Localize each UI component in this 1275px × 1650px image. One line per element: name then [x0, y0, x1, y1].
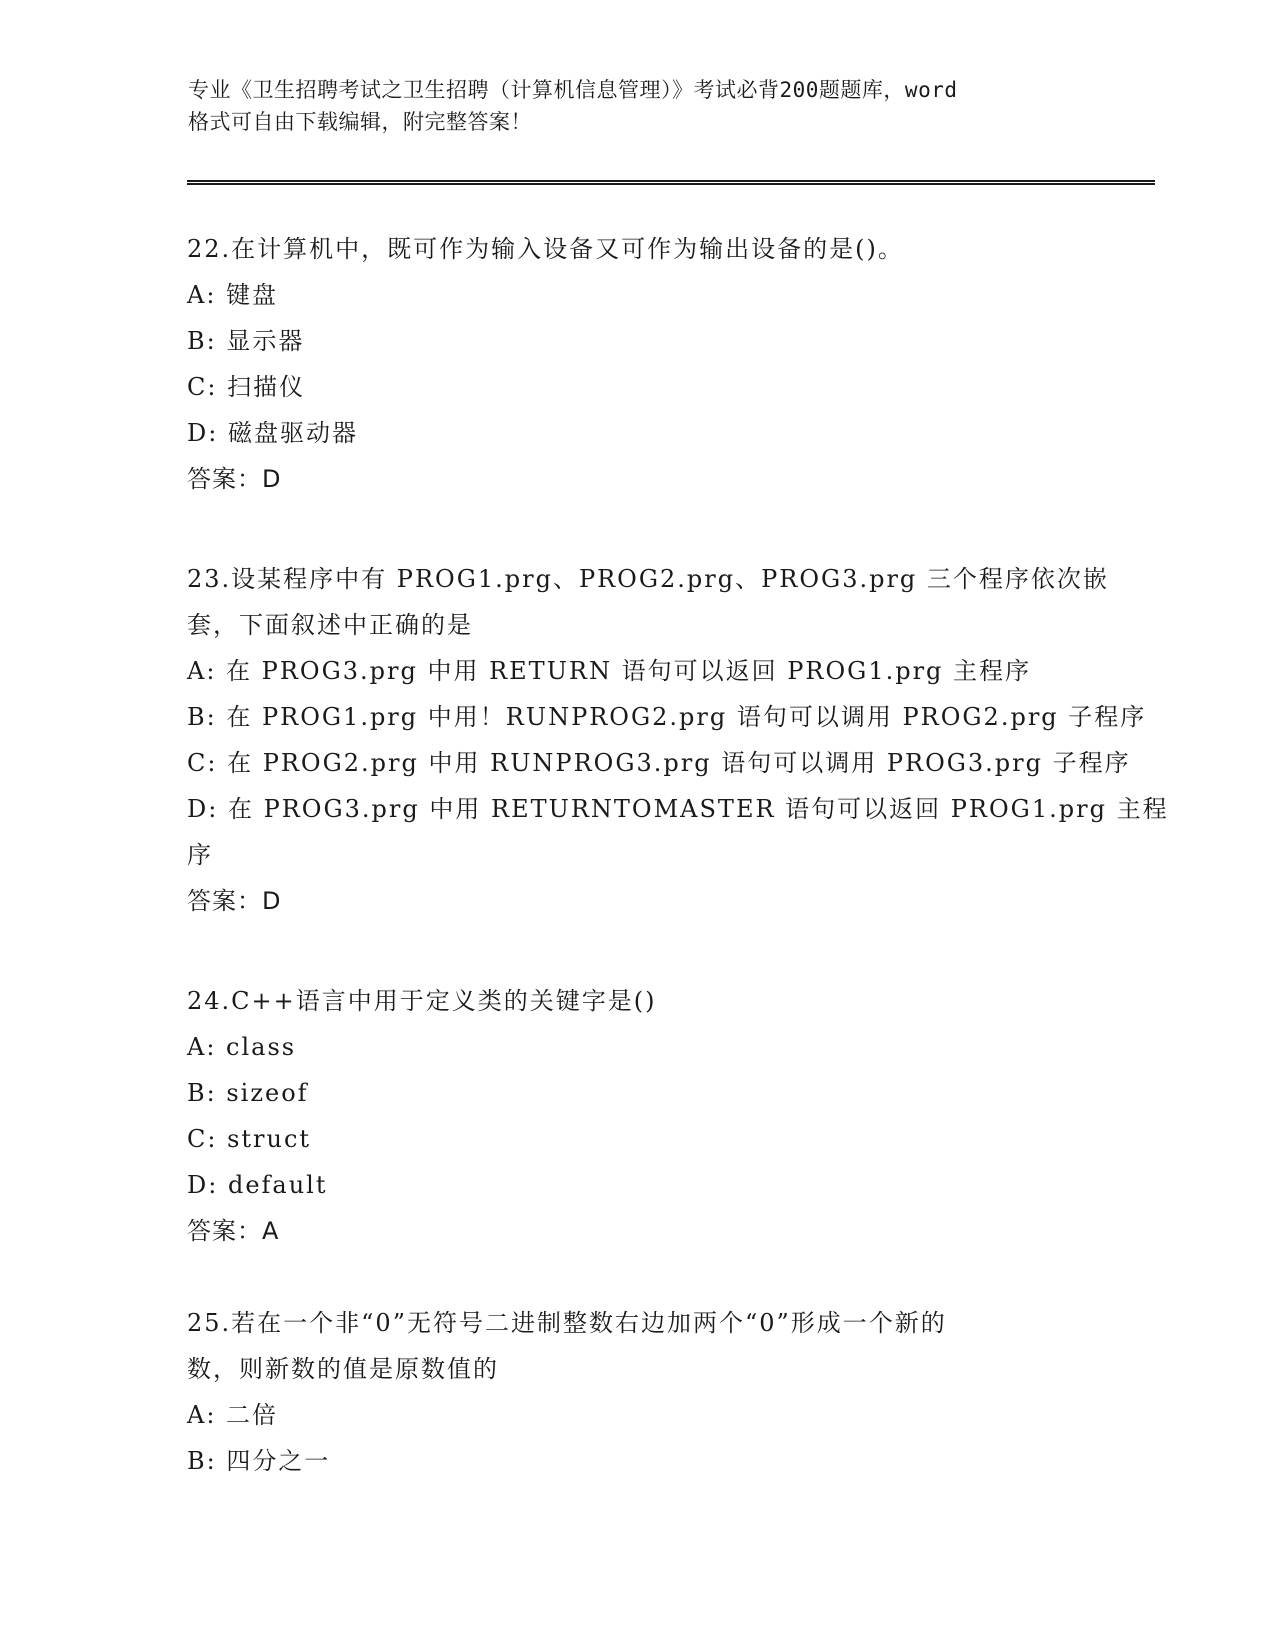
- option-c: C: 扫描仪: [187, 373, 306, 401]
- option-d: D: 磁盘驱动器: [187, 419, 358, 447]
- answer: 答案：A: [187, 1217, 280, 1245]
- header-line-1: 专业《卫生招聘考试之卫生招聘（计算机信息管理）》考试必背200题题库，word: [188, 78, 958, 102]
- question-24: [187, 978, 1087, 1254]
- option-c: C: 在 PROG2.prg 中用 RUNPROG3.prg 语句可以调用 PROG3.prg 子程序: [187, 749, 1131, 777]
- question-23: [187, 556, 1169, 924]
- question-stem-line-1: 25.若在一个非“0”无符号二进制整数右边加两个“0”形成一个新的: [187, 1309, 947, 1337]
- document-header: [188, 74, 1108, 138]
- option-c: C: struct: [187, 1125, 312, 1153]
- option-a: A: 在 PROG3.prg 中用 RETURN 语句可以返回 PROG1.prg 主程序: [187, 657, 1032, 685]
- option-b: B: 显示器: [187, 327, 305, 355]
- answer: 答案：D: [187, 887, 282, 915]
- option-b: B: sizeof: [187, 1079, 309, 1107]
- option-d-line-1: D: 在 PROG3.prg 中用 RETURNTOMASTER 语句可以返回 PROG1.prg 主程: [187, 795, 1169, 823]
- option-b: B: 在 PROG1.prg 中用！RUNPROG2.prg 语句可以调用 PROG2.prg 子程序: [187, 703, 1147, 731]
- question-stem-line-2: 数，则新数的值是原数值的: [187, 1355, 499, 1383]
- option-a: A: 二倍: [187, 1401, 279, 1429]
- question-stem-line-1: 23.设某程序中有 PROG1.prg、PROG2.prg、PROG3.prg 三个程序依次嵌: [187, 565, 1109, 593]
- answer: 答案：D: [187, 465, 282, 493]
- header-line-2: 格式可自由下载编辑，附完整答案！: [188, 110, 532, 134]
- option-a: A: class: [187, 1033, 297, 1061]
- question-22: [187, 226, 1087, 502]
- header-double-rule: [187, 180, 1155, 185]
- option-a: A: 键盘: [187, 281, 279, 309]
- option-d: D: default: [187, 1171, 328, 1199]
- question-stem-line-2: 套，下面叙述中正确的是: [187, 611, 473, 639]
- question-stem: 22.在计算机中，既可作为输入设备又可作为输出设备的是()。: [187, 235, 904, 263]
- question-25: [187, 1300, 1087, 1484]
- option-d-line-2: 序: [187, 841, 213, 869]
- option-b: B: 四分之一: [187, 1447, 331, 1475]
- question-stem: 24.C++语言中用于定义类的关键字是(): [187, 987, 657, 1015]
